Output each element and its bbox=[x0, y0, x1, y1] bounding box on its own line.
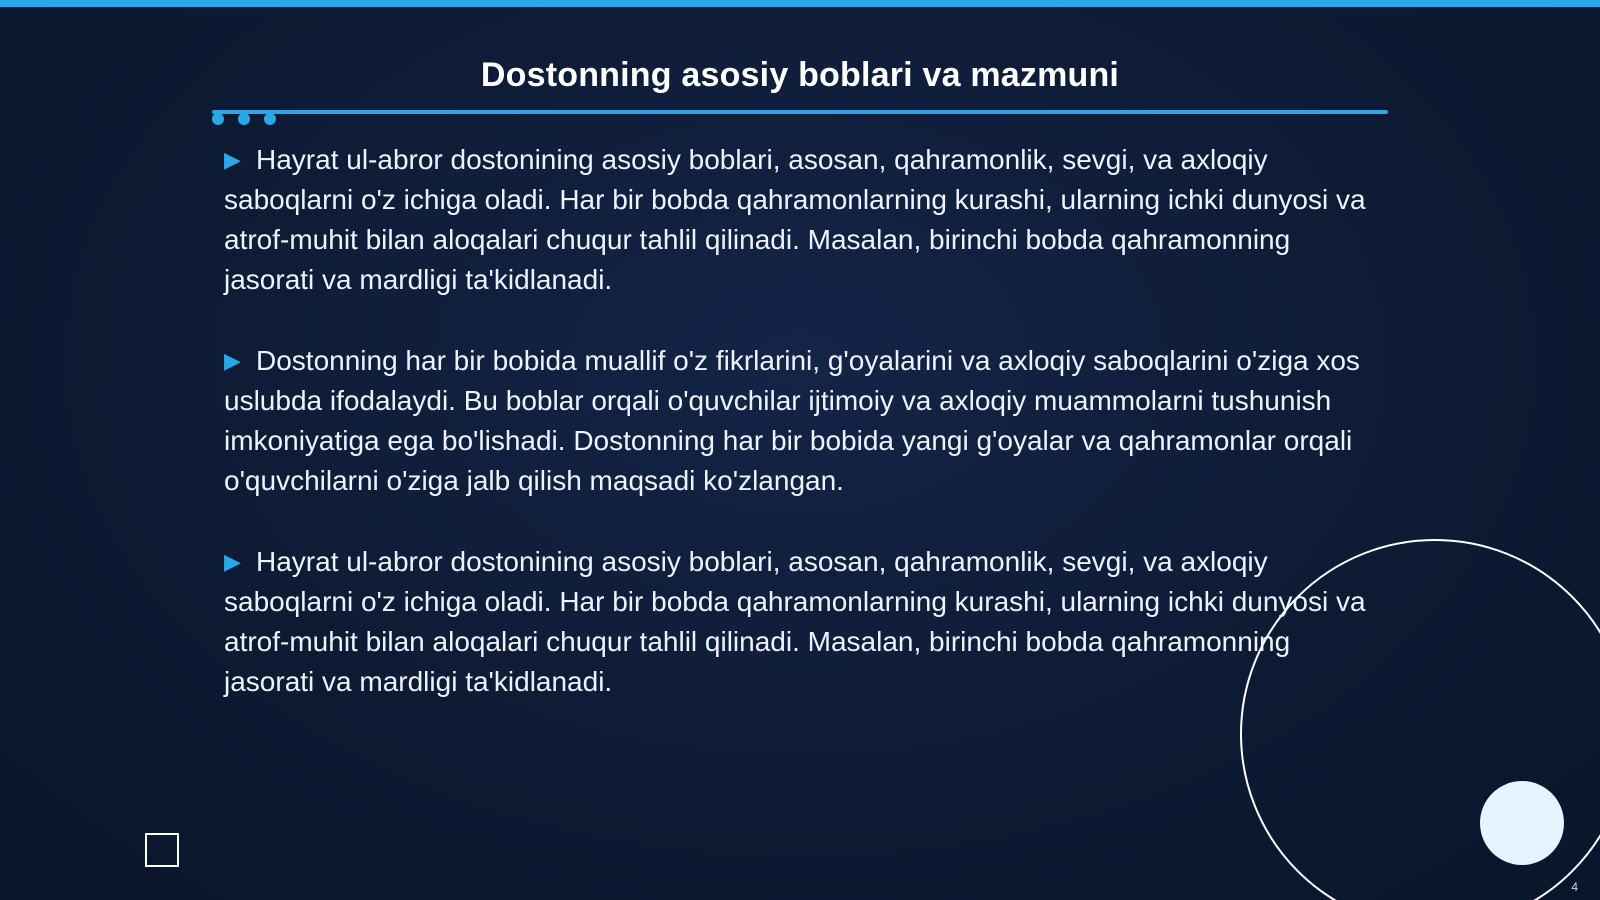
decorative-square bbox=[145, 833, 179, 867]
bullet-text: Hayrat ul-abror dostonining asosiy boblari, asosan, qahramonlik, sevgi, va axloqiy saboqlarni o'z ichiga oladi. Har bir bobda qahramonlarning kurashi, ularning ichki dunyosi va atrof-muhit bilan aloqalari chuqur tahlil qilinadi. Masalan, birinchi bobda qahramonning jasorati va mardligi ta'kidlanadi. bbox=[224, 144, 1366, 295]
bullet-item bbox=[224, 140, 1374, 300]
decorative-dot bbox=[264, 113, 276, 125]
triangle-right-icon: ▶ bbox=[224, 549, 241, 574]
bullet-text: Dostonning har bir bobida muallif o'z fikrlarini, g'oyalarini va axloqiy saboqlarini o'ziga xos uslubda ifodalaydi. Bu boblar orqali o'quvchilar ijtimoiy va axloqiy muammolarni tushunish imkoniyatiga ega bo'lishadi. Dostonning har bir bobida yangi g'oyalar va qahramonlar orqali o'quvchilarni o'ziga jalb qilish maqsadi ko'zlangan. bbox=[224, 345, 1360, 496]
bullet-list bbox=[224, 140, 1374, 743]
bullet-item bbox=[224, 341, 1374, 501]
triangle-right-icon: ▶ bbox=[224, 348, 241, 373]
page-number: 4 bbox=[1571, 880, 1578, 894]
decorative-orb bbox=[1480, 781, 1564, 865]
top-accent-bar bbox=[0, 0, 1600, 7]
triangle-right-icon: ▶ bbox=[224, 147, 241, 172]
title-underline bbox=[212, 110, 1388, 114]
bullet-text: Hayrat ul-abror dostonining asosiy boblari, asosan, qahramonlik, sevgi, va axloqiy saboqlarni o'z ichiga oladi. Har bir bobda qahramonlarning kurashi, ularning ichki dunyosi va atrof-muhit bilan aloqalari chuqur tahlil qilinadi. Masalan, birinchi bobda qahramonning jasorati va mardligi ta'kidlanadi. bbox=[224, 546, 1366, 697]
slide-title: Dostonning asosiy boblari va mazmuni bbox=[480, 56, 1120, 94]
bullet-item bbox=[224, 542, 1374, 702]
decorative-dot bbox=[212, 113, 224, 125]
decorative-dot bbox=[238, 113, 250, 125]
